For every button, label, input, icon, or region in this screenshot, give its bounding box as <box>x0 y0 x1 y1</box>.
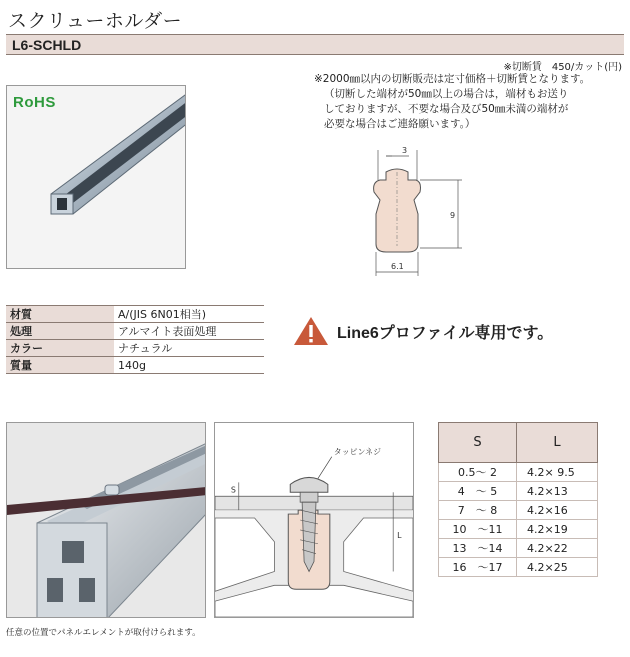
s-cell: 0.5～ 2 <box>439 463 517 482</box>
cut-fee-text: ※切断賃 450/カット(円) <box>503 62 622 73</box>
dimension-drawing <box>364 142 474 282</box>
spec-key: 処理 <box>6 323 114 340</box>
table-row <box>439 463 598 482</box>
spec-table <box>6 305 264 374</box>
screw-holder-illustration <box>7 86 186 269</box>
s-cell: 16 ～17 <box>439 558 517 577</box>
installation-caption: 任意の位置でパネルエレメントが取付けられます。 <box>6 628 201 638</box>
table-header-row <box>439 423 598 463</box>
spec-key: 材質 <box>6 306 114 323</box>
profile-warning <box>293 316 553 346</box>
model-bar <box>6 35 624 55</box>
model-number: L6-SCHLD <box>12 37 82 53</box>
warning-text: Line6プロファイル専用です。 <box>337 324 554 342</box>
s-cell: 10 ～11 <box>439 520 517 539</box>
s-label: S <box>230 485 236 495</box>
s-cell: 4 ～ 5 <box>439 482 517 501</box>
note-line: （切断した端材が50㎜以上の場合は，端材もお送り <box>324 88 569 100</box>
screw-length-table <box>438 422 598 577</box>
section-diagram <box>214 422 414 618</box>
spec-value: A/(JIS 6N01相当) <box>114 306 264 323</box>
spec-row <box>6 340 264 357</box>
note-line: 必要な場合はご連絡願います。） <box>324 118 476 130</box>
l-cell: 4.2×25 <box>517 558 598 577</box>
l-cell: 4.2×19 <box>517 520 598 539</box>
table-row <box>439 520 598 539</box>
s-cell: 7 ～ 8 <box>439 501 517 520</box>
note-line: ※2000㎜以内の切断販売は定寸価格＋切断賃となります。 <box>314 73 591 85</box>
table-row <box>439 501 598 520</box>
spec-row <box>6 306 264 323</box>
spec-value: 140g <box>114 357 264 374</box>
dim-top: 3 <box>402 146 408 155</box>
dim-bottom: 6.1 <box>391 262 404 271</box>
table-row <box>439 558 598 577</box>
profile-illustration <box>7 423 206 618</box>
spec-key: カラー <box>6 340 114 357</box>
product-photo <box>6 85 186 269</box>
l-cell: 4.2×16 <box>517 501 598 520</box>
screw-label: タッピンネジ <box>333 447 381 457</box>
spec-value: アルマイト表面処理 <box>114 323 264 340</box>
spec-value: ナチュラル <box>114 340 264 357</box>
column-header-l: L <box>517 423 598 463</box>
note-line: しておりますが、不要な場合及び50㎜未満の端材が <box>324 103 569 115</box>
table-row <box>439 482 598 501</box>
warning-triangle-icon <box>293 316 329 346</box>
l-cell: 4.2×13 <box>517 482 598 501</box>
spec-row <box>6 357 264 374</box>
installation-photo <box>6 422 206 618</box>
spec-row <box>6 323 264 340</box>
dim-height: 9 <box>450 211 456 220</box>
l-label: L <box>397 530 402 540</box>
cutting-notes <box>314 72 626 132</box>
s-cell: 13 ～14 <box>439 539 517 558</box>
spec-key: 質量 <box>6 357 114 374</box>
page-title: スクリューホルダー <box>8 10 183 32</box>
rohs-badge: RoHS <box>13 94 56 111</box>
column-header-s: S <box>439 423 517 463</box>
l-cell: 4.2×22 <box>517 539 598 558</box>
table-row <box>439 539 598 558</box>
l-cell: 4.2× 9.5 <box>517 463 598 482</box>
